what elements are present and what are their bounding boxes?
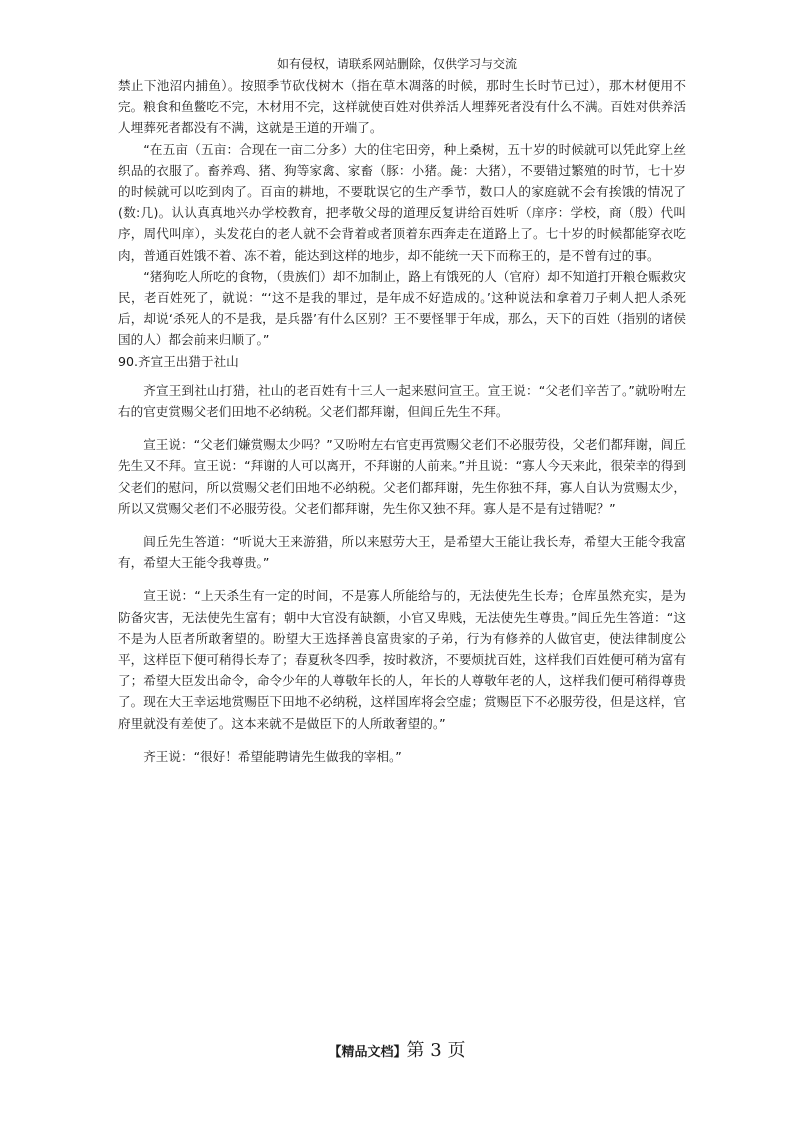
footer-tag: 【精品文档】 — [328, 1045, 407, 1060]
paragraph: 宣王说：“上天杀生有一定的时间，不是寡人所能给与的，无法使先生长寿；仓库虽然充实，是为防备灾害，无法使先生富有；朝中大官没有缺额，小官又卑贱，无法使先生尊贵。”闾丘先生答道：“这不是为人臣者所敢奢望的。盼望大王选择善良富贵家的子弟，行为有修养的人做官吏，使法律制度公平，这样臣下便可稍得长寿了；春夏秋冬四季，按时救济，不要烦扰百姓，这样我们百姓便可稍为富有了；希望大臣发出命令，命令少年的人尊敬年长的人，年长的人尊敬年老的人，这样我们便可稍得尊贵了。现在大王幸运地赏赐臣下田地不必纳税，这样国库将会空虚；赏赐臣下不必服劳役，但是这样，官府里就没有差使了。这本来就不是做臣下的人所敢奢望的。” — [118, 588, 686, 731]
page-footer — [0, 1036, 794, 1062]
page-number: 第 3 页 — [406, 1040, 466, 1061]
paragraph: 宣王说：“父老们嫌赏赐太少吗？”又吩咐左右官吏再赏赐父老们不必服劳役，父老们都拜谢，闾丘先生又不拜。宣王说：“拜谢的人可以离开，不拜谢的人前来。”并且说：“寡人今天来此，很荣幸的得到父老们的慰问，所以赏赐父老们田地不必纳税。父老们都拜谢，先生你独不拜，寡人自认为赏赐太少，所以又赏赐父老们不必服劳役。父老们都拜谢，先生你又独不拜。寡人是不是有过错呢？” — [118, 437, 686, 516]
paragraph: “猪狗吃人所吃的食物，（贵族们）却不加制止，路上有饿死的人（官府）却不知道打开粮仓赈救灾民，老百姓死了，就说：“‘这不是我的罪过，是年成不好造成的。’这种说法和拿着刀子刺人把人杀死后，却说‘杀死人的不是我，是兵器’有什么区别？王不要怪罪于年成，那么，天下的百姓（指别的诸侯国的人）都会前来归顺了。” — [118, 268, 686, 348]
paragraph: “在五亩（五亩：合现在一亩二分多）大的住宅田旁，种上桑树，五十岁的时候就可以凭此穿上丝织品的衣服了。畜养鸡、猪、狗等家禽、家畜（豚：小猪。彘：大猪），不要错过繁殖的时节，七十岁的时候就可以吃到肉了。百亩的耕地，不要耽误它的生产季节，数口人的家庭就不会有挨饿的情况了(数:几)。认认真真地兴办学校教育，把孝敬父母的道理反复讲给百姓听（庠序：学校，商（殷）代叫序，周代叫庠），头发花白的老人就不会背着或者顶着东西奔走在道路上了。七十岁的时候都能穿衣吃肉，普通百姓饿不着、冻不着，能达到这样的地步，却不能统一天下而称王的，是不曾有过的事。 — [118, 141, 686, 263]
paragraph: 闾丘先生答道：“听说大王来游猎，所以来慰劳大王，是希望大王能让我长寿，希望大王能令我富有，希望大王能令我尊贵。” — [118, 534, 686, 571]
section-title: 90.齐宣王出猎于社山 — [118, 353, 239, 369]
copyright-notice: 如有侵权，请联系网站删除，仅供学习与交流 — [276, 57, 517, 71]
paragraph: 齐王说：“很好！希望能聘请先生做我的宰相。” — [143, 748, 402, 764]
paragraph: 禁止下池沼内捕鱼）。按照季节砍伐树木（指在草木凋落的时候，那时生长时节已过），那木材便用不完。粮食和鱼鳖吃不完，木材用不完，这样就使百姓对供养活人埋葬死者没有什么不满。百姓对供养活人埋葬死者都没有不满，这就是王道的开端了。 — [118, 78, 686, 136]
document-body — [118, 75, 686, 767]
paragraph: 齐宣王到社山打猎，社山的老百姓有十三人一起来慰问宣王。宣王说：“父老们辛苦了。”就吩咐左右的官吏赏赐父老们田地不必纳税。父老们都拜谢，但闾丘先生不拜。 — [118, 382, 686, 420]
